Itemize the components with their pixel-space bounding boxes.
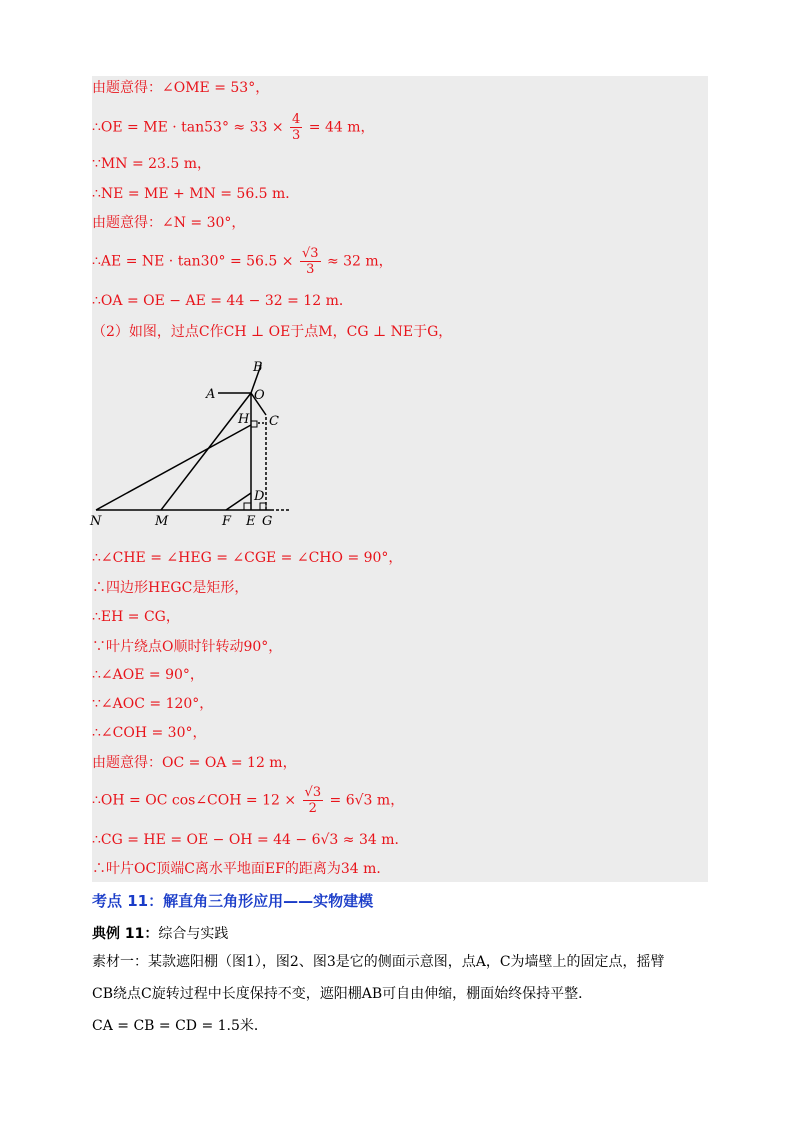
fraction xyxy=(303,785,324,816)
solution-line: 由题意得：∠N = 30°， xyxy=(92,215,246,231)
label-h: H xyxy=(238,412,250,427)
denominator: 2 xyxy=(308,801,317,816)
label-c: C xyxy=(269,414,279,429)
line-n xyxy=(96,425,251,510)
label-f: F xyxy=(222,514,232,529)
label-m: M xyxy=(155,514,169,529)
expr-part: = 6√3 m， xyxy=(329,792,405,809)
solution-line: ∴四边形HEGC是矩形， xyxy=(92,580,249,596)
solution-line: ∴NE = ME + MN = 56.5 m． xyxy=(92,186,300,202)
line-fd xyxy=(226,493,251,510)
example-title xyxy=(92,924,228,944)
example-label: 典例 11： xyxy=(92,926,159,942)
solution-line: ∴∠COH = 30°， xyxy=(92,725,207,741)
label-n: N xyxy=(90,514,102,529)
denominator: 3 xyxy=(306,262,315,277)
denominator: 3 xyxy=(292,128,301,143)
expr-part: ∴AE = NE · tan30° = 56.5 × xyxy=(92,253,294,270)
geometry-figure xyxy=(86,355,306,535)
section-heading: 考点 11：解直角三角形应用——实物建模 xyxy=(92,892,374,910)
fraction xyxy=(290,112,302,143)
solution-line: ∵叶片绕点O顺时针转动90°， xyxy=(92,639,283,655)
solution-line: ∴CG = HE = OE − OH = 44 − 6√3 ≈ 34 m． xyxy=(92,832,409,848)
solution-line: （2）如图，过点C作CH ⊥ OE于点M，CG ⊥ NE于G， xyxy=(92,324,453,340)
solution-line xyxy=(92,785,404,816)
expr-part: = 44 m， xyxy=(308,119,375,136)
label-o: O xyxy=(254,388,265,403)
label-e: E xyxy=(246,514,256,529)
numerator: √3 xyxy=(304,785,322,800)
expr-part: ≈ 32 m， xyxy=(326,253,393,270)
solution-line: ∴EH = CG， xyxy=(92,609,180,625)
solution-line: ∴∠AOE = 90°， xyxy=(92,667,204,683)
label-d: D xyxy=(254,489,265,504)
example-paragraph: CA = CB = CD = 1.5米． xyxy=(92,1018,268,1034)
example-paragraph: 素材一：某款遮阳棚（图1），图2、图3是它的侧面示意图，点A，C为墙壁上的固定点，摇臂 xyxy=(92,954,665,970)
solution-line xyxy=(92,112,375,143)
line-mo xyxy=(161,393,251,510)
label-b: B xyxy=(253,360,263,375)
expr-part: ∴OE = ME · tan53° ≈ 33 × xyxy=(92,119,284,136)
right-angle-g xyxy=(260,503,266,510)
example-subtitle: 综合与实践 xyxy=(158,926,229,942)
label-a: A xyxy=(206,387,216,402)
label-g: G xyxy=(262,514,273,529)
solution-line: ∵MN = 23.5 m， xyxy=(92,156,212,172)
solution-line: 由题意得：∠OME = 53°， xyxy=(92,80,270,96)
right-angle-e xyxy=(244,503,251,510)
solution-line: 由题意得：OC = OA = 12 m， xyxy=(92,755,297,771)
solution-line: ∴∠CHE = ∠HEG = ∠CGE = ∠CHO = 90°， xyxy=(92,550,403,566)
right-angle-h xyxy=(251,421,257,427)
solution-line: ∵∠AOC = 120°， xyxy=(92,696,214,712)
numerator: 4 xyxy=(292,112,301,127)
expr-part: ∴OH = OC cos∠COH = 12 × xyxy=(92,792,297,809)
fraction xyxy=(300,246,321,277)
solution-line: ∴OA = OE − AE = 44 − 32 = 12 m． xyxy=(92,293,353,309)
numerator: √3 xyxy=(301,246,319,261)
example-paragraph: CB绕点C旋转过程中长度保持不变，遮阳棚AB可自由伸缩，棚面始终保持平整． xyxy=(92,986,593,1002)
solution-line xyxy=(92,246,393,277)
solution-line: ∴叶片OC顶端C离水平地面EF的距离为34 m． xyxy=(92,861,391,877)
